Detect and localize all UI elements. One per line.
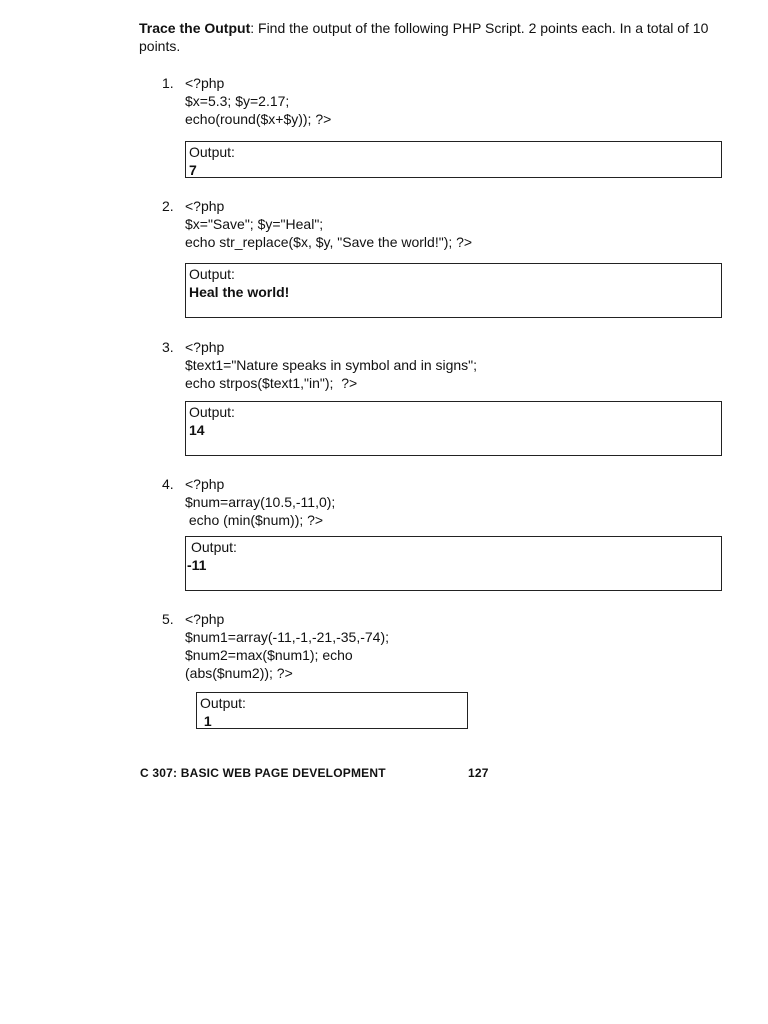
question-number: 5. (162, 611, 174, 627)
code-line: <?php (185, 75, 225, 91)
question-number: 1. (162, 75, 174, 91)
code-line: <?php (185, 198, 225, 214)
instructions (139, 19, 719, 55)
code-line: $num=array(10.5,-11,0); (185, 494, 336, 510)
output-label: Output: (189, 144, 235, 160)
output-box (196, 692, 468, 729)
instructions-title: Trace the Output (139, 20, 251, 36)
code-line: $x=5.3; $y=2.17; (185, 93, 290, 109)
question-code (185, 74, 331, 128)
output-label: Output: (200, 695, 246, 711)
code-line: $x="Save"; $y="Heal"; (185, 216, 324, 232)
output-value: 14 (189, 422, 205, 438)
code-line: <?php (185, 611, 225, 627)
question-code (185, 475, 335, 529)
output-label: Output: (191, 539, 237, 555)
output-value: 7 (189, 162, 197, 178)
question-code (185, 197, 472, 251)
output-box (185, 141, 722, 178)
code-line: <?php (185, 476, 225, 492)
code-line: $text1="Nature speaks in symbol and in signs"; (185, 357, 478, 373)
output-value: 1 (200, 713, 212, 729)
output-label: Output: (189, 266, 235, 282)
instructions-text: : Find the output of the following PHP Script. 2 points each. In a total of 10 points. (139, 20, 709, 54)
code-line: $num2=max($num1); echo (185, 647, 353, 663)
question-number: 3. (162, 339, 174, 355)
question-number: 4. (162, 476, 174, 492)
code-line: echo strpos($text1,"in"); ?> (185, 375, 358, 391)
output-value: Heal the world! (189, 284, 290, 300)
code-line: (abs($num2)); ?> (185, 665, 293, 681)
code-line: <?php (185, 339, 225, 355)
output-box (185, 263, 722, 318)
output-box (185, 536, 722, 591)
question-code (185, 338, 477, 392)
code-line: echo (min($num)); ?> (185, 512, 324, 528)
output-label: Output: (189, 404, 235, 420)
question-code (185, 610, 389, 682)
question-number: 2. (162, 198, 174, 214)
code-line: echo str_replace($x, $y, "Save the world!"); ?> (185, 234, 473, 250)
code-line: $num1=array(-11,-1,-21,-35,-74); (185, 629, 389, 645)
footer-page-number: 127 (468, 766, 489, 780)
code-line: echo(round($x+$y)); ?> (185, 111, 332, 127)
footer-course-title: C 307: BASIC WEB PAGE DEVELOPMENT (140, 766, 386, 780)
output-value: -11 (187, 557, 207, 573)
output-box (185, 401, 722, 456)
